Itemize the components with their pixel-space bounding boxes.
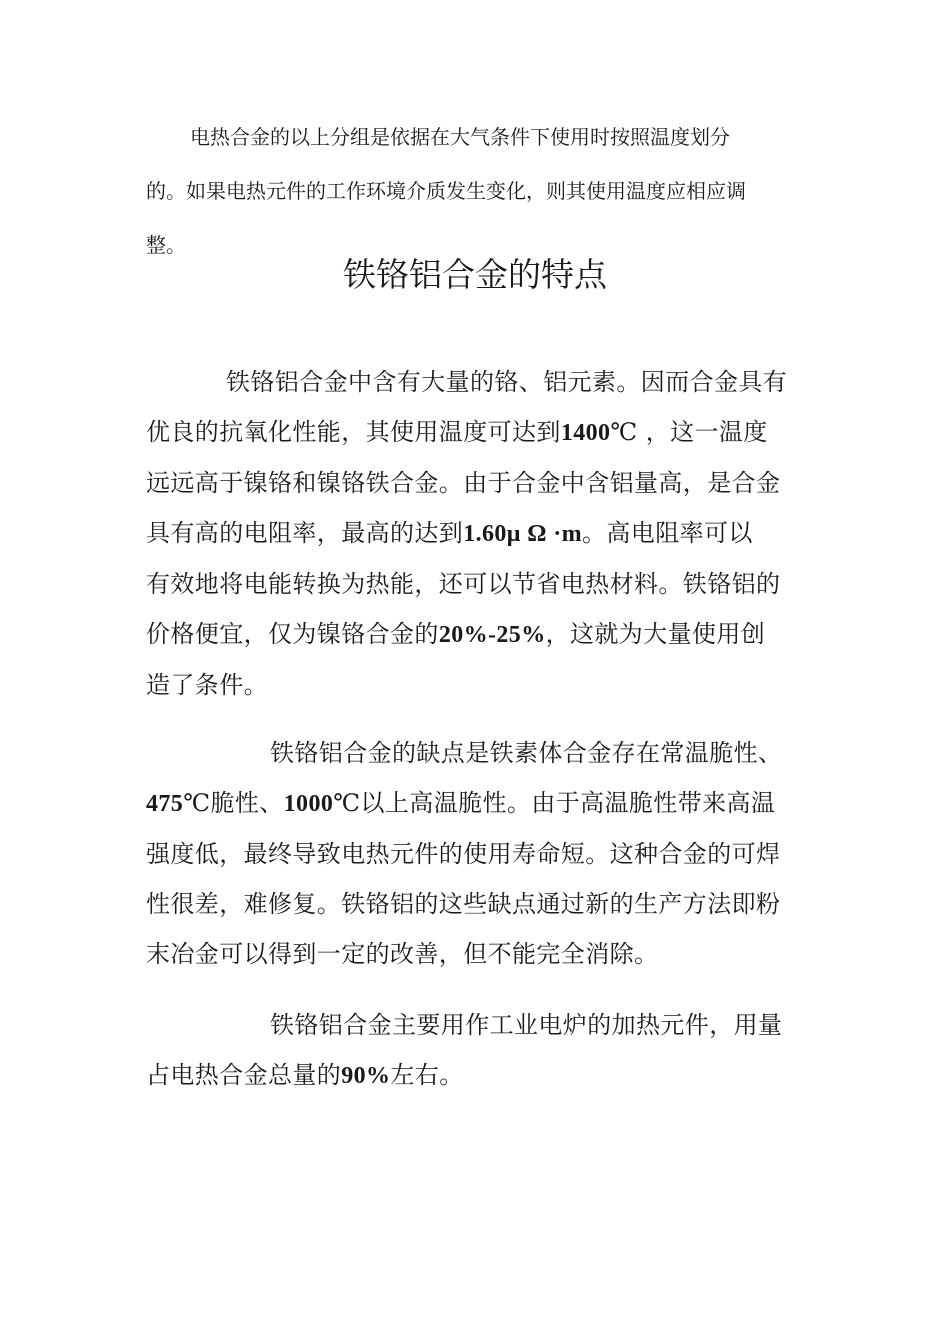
- para2-line-5: 末冶金可以得到一定的改善，但不能完全消除。: [146, 940, 659, 968]
- paragraph-disadvantages: [146, 728, 814, 979]
- para1-line-2: 优良的抗氧化性能，其使用温度可达到1400℃ ，这一温度: [146, 418, 768, 446]
- intro-line-3: 整。: [146, 233, 186, 257]
- paragraph-usage: [146, 1000, 814, 1101]
- intro-line-2: 的。如果电热元件的工作环境介质发生变化，则其使用温度应相应调: [146, 179, 746, 203]
- section-title: 铁铬铝合金的特点: [343, 255, 607, 294]
- intro-line-1: 电热合金的以上分组是依据在大气条件下使用时按照温度划分: [190, 125, 730, 149]
- para2-line-3: 强度低，最终导致电热元件的使用寿命短。这种合金的可焊: [146, 840, 781, 868]
- para3-line-2: 占电热合金总量的90%左右。: [146, 1061, 464, 1089]
- para1-line-5: 有效地将电能转换为热能，还可以节省电热材料。铁铬铝的: [146, 570, 781, 598]
- para1-line-7: 造了条件。: [146, 671, 268, 699]
- para1-line-1: 铁铬铝合金中含有大量的铬、铝元素。因而合金具有: [226, 368, 788, 396]
- brittle-temp-2: 1000: [283, 791, 334, 817]
- intro-paragraph: [146, 110, 814, 272]
- para1-line-6: 价格便宜，仅为镍铬合金的20%-25%，这就为大量使用创: [146, 620, 766, 648]
- paragraph-advantages: [146, 357, 814, 710]
- price-ratio-value: 20%-25%: [438, 622, 546, 648]
- para2-line-2: 475℃脆性、1000℃以上高温脆性。由于高温脆性带来高温: [146, 789, 776, 817]
- para3-line-1: 铁铬铝合金主要用作工业电炉的加热元件，用量: [270, 1011, 783, 1039]
- para1-line-4: 具有高的电阻率，最高的达到1.60μ Ω ·m。高电阻率可以: [146, 519, 753, 547]
- para2-line-1: 铁铬铝合金的缺点是铁素体合金存在常温脆性、: [270, 739, 783, 767]
- para1-line-3: 远远高于镍铬和镍铬铁合金。由于合金中含铝量高，是合金: [146, 469, 781, 497]
- para2-line-4: 性很差，难修复。铁铬铝的这些缺点通过新的生产方法即粉: [146, 890, 781, 918]
- temperature-value: 1400: [560, 420, 611, 446]
- usage-share-value: 90%: [341, 1063, 391, 1089]
- resistivity-value: 1.60μ Ω ·m: [463, 521, 583, 547]
- brittle-temp-1: 475: [146, 791, 184, 817]
